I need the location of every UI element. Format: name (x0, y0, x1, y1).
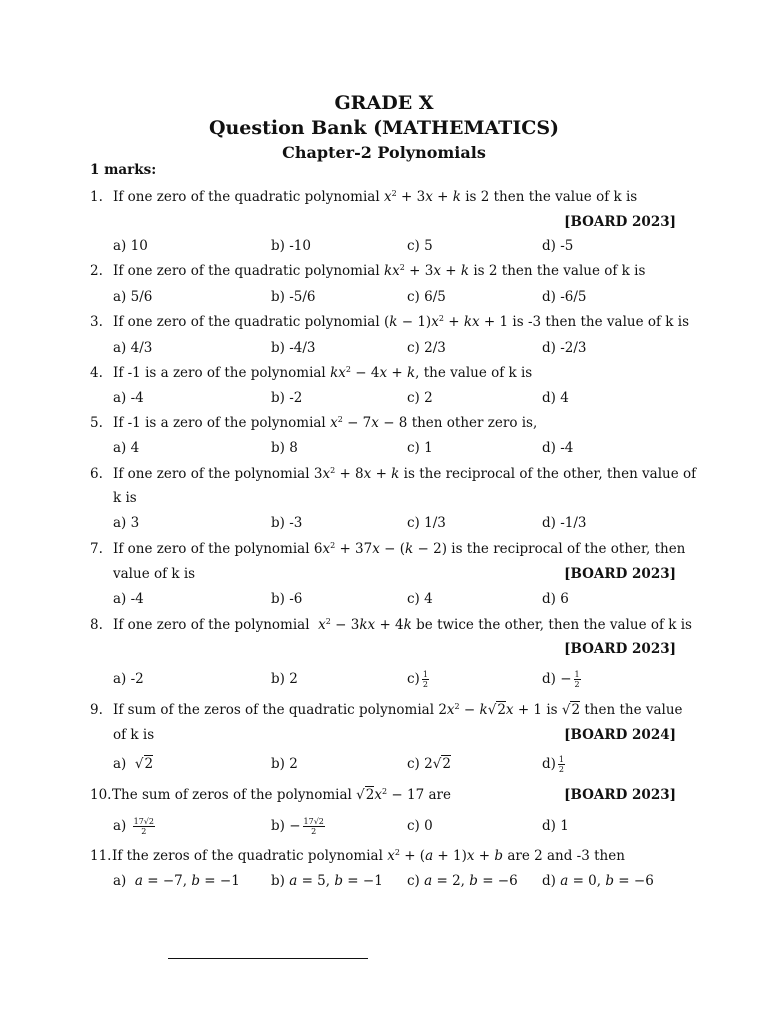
option-d: d) $\frac{1}{2}$ (542, 755, 565, 774)
option-b: b) a = 5, b = −1 (271, 873, 383, 889)
question-text: The sum of zeros of the polynomial $√2x^2 - 17$ are (112, 787, 451, 803)
option-d: d) 6 (542, 591, 569, 607)
option-b: b) -6 (271, 591, 303, 607)
grade-heading: GRADE X (334, 92, 434, 114)
section-label: 1 marks: (90, 162, 157, 178)
option-c: c) 0 (407, 818, 433, 834)
question-text: If one zero of the polynomial $6x^2 + 37x - (k - 2)$ is the reciprocal of the other, then (113, 541, 686, 557)
option-a: a) 4/3 (113, 340, 153, 356)
option-a: a) √2 (113, 756, 154, 772)
math-expression: $6x^2 + 37x - (k - 2)$ (313, 541, 447, 557)
option-d: d) -5 (542, 238, 574, 254)
fraction-one-half: $\frac{1}{2}$ (558, 755, 565, 774)
math-expression: $kx^2 + 3x + k$ (383, 263, 470, 279)
board-tag: [BOARD 2023] (564, 214, 676, 230)
math-expression: $kx^2 - 4x + k$ (330, 365, 416, 381)
question-text: If one zero of the polynomial $3x^2 + 8x + k$ is the reciprocal of the other, then value of (113, 466, 697, 482)
question-text-continued: k is (113, 490, 137, 506)
question-text: If -1 is a zero of the polynomial $x^2 - 7x - 8$ then other zero is, (113, 415, 538, 431)
option-b: b) 8 (271, 440, 298, 456)
board-tag: [BOARD 2023] (564, 641, 676, 657)
question-text: If one zero of the quadratic polynomial $kx^2 + 3x + k$ is 2 then the value of k is (113, 263, 646, 279)
option-d: d) − $\frac{1}{2}$ (542, 670, 580, 689)
option-a: a) -4 (113, 591, 144, 607)
question-number: 3. (90, 314, 103, 330)
question-text: If one zero of the polynomial $x^2 - 3kx + 4k$ be twice the other, then the value of k is (113, 617, 692, 633)
question-number: 5. (90, 415, 103, 431)
question-number: 6. (90, 466, 103, 482)
option-c: c) 4 (407, 591, 433, 607)
board-tag: [BOARD 2024] (564, 727, 676, 743)
option-d: d) -2/3 (542, 340, 587, 356)
math-expression: $3x^2 + 8x + k$ (313, 466, 400, 482)
question-text: If sum of the zeros of the quadratic polynomial $2x^2 - k√2x + 1$ is √2 then the value (113, 702, 683, 718)
math-expression: $x^2 - 7x - 8$ (330, 415, 408, 431)
chapter-heading: Chapter-2 Polynomials (282, 143, 486, 162)
option-c: c) 2/3 (407, 340, 446, 356)
question-text: If one zero of the quadratic polynomial $(k - 1)x^2$ + kx + 1 is -3 then the value of k is (113, 314, 689, 330)
option-a: a) 4 (113, 440, 140, 456)
option-a: a) $\frac{17√2}{2}$ (113, 817, 154, 836)
option-c: c) a = 2, b = −6 (407, 873, 518, 889)
option-d: d) -6/5 (542, 289, 587, 305)
fraction-17-root2-over-2: $\frac{17√2}{2}$ (303, 817, 324, 836)
option-c: c) 6/5 (407, 289, 446, 305)
question-number: 9. (90, 702, 103, 718)
math-expression: $x^2 + 3x + k$ (383, 189, 461, 205)
option-b: b) -5/6 (271, 289, 316, 305)
question-text: If one zero of the quadratic polynomial $x^2 + 3x + k$ is 2 then the value of k is (113, 189, 638, 205)
math-expression: $x^2 + (a + 1)x + b$ (387, 848, 504, 864)
math-expression: $√2x^2 - 17$ (356, 787, 425, 803)
option-d: d) -1/3 (542, 515, 587, 531)
option-a: a) 3 (113, 515, 140, 531)
option-d: d) -4 (542, 440, 574, 456)
math-expression: √2 (561, 702, 581, 718)
option-c: c) 2 (407, 390, 433, 406)
option-a: a) 5/6 (113, 289, 153, 305)
question-number: 7. (90, 541, 103, 557)
question-number: 11. (90, 848, 112, 864)
footer-divider (168, 958, 368, 959)
option-d: d) 4 (542, 390, 569, 406)
option-b: b) 2 (271, 671, 298, 687)
question-number: 2. (90, 263, 103, 279)
question-text: If -1 is a zero of the polynomial $kx^2 - 4x + k$, the value of k is (113, 365, 533, 381)
fraction-one-half: $\frac{1}{2}$ (422, 670, 428, 689)
question-number: 8. (90, 617, 103, 633)
option-c: c) 2√2 (407, 756, 451, 772)
option-b: b) 2 (271, 756, 298, 772)
math-expression: $x^2 - 3kx + 4k$ (318, 617, 412, 633)
option-b: b) -3 (271, 515, 303, 531)
fraction-17-root2-over-2: $\frac{17√2}{2}$ (133, 817, 154, 836)
option-a: a) -4 (113, 390, 144, 406)
fraction-one-half: $\frac{1}{2}$ (574, 670, 580, 689)
board-tag: [BOARD 2023] (564, 787, 676, 803)
board-tag: [BOARD 2023] (564, 566, 676, 582)
option-c: c) 5 (407, 238, 433, 254)
option-a: a) 10 (113, 238, 148, 254)
question-number: 1. (90, 189, 103, 205)
option-d: d) a = 0, b = −6 (542, 873, 654, 889)
option-a: a) a = −7, b = −1 (113, 873, 240, 889)
question-text: If the zeros of the quadratic polynomial $x^2 + (a + 1)x + b$ are 2 and -3 then (112, 848, 625, 864)
math-expression: $2x^2 - k√2x + 1$ (438, 702, 543, 718)
option-b: b) -4/3 (271, 340, 316, 356)
option-c: c) 1/3 (407, 515, 446, 531)
question-text-continued: value of k is (113, 566, 196, 582)
subject-heading: Question Bank (MATHEMATICS) (208, 117, 560, 139)
option-a: a) -2 (113, 671, 144, 687)
option-c: c) $\frac{1}{2}$ (407, 670, 428, 689)
option-b: b) -2 (271, 390, 303, 406)
option-b: b) -10 (271, 238, 311, 254)
option-b: b) − $\frac{17√2}{2}$ (271, 817, 324, 836)
option-c: c) 1 (407, 440, 433, 456)
math-expression: $(k - 1)x^2$ + kx + 1 (383, 314, 509, 330)
question-text-continued: of k is (113, 727, 155, 743)
question-number: 4. (90, 365, 103, 381)
question-number: 10. (90, 787, 112, 803)
option-d: d) 1 (542, 818, 569, 834)
